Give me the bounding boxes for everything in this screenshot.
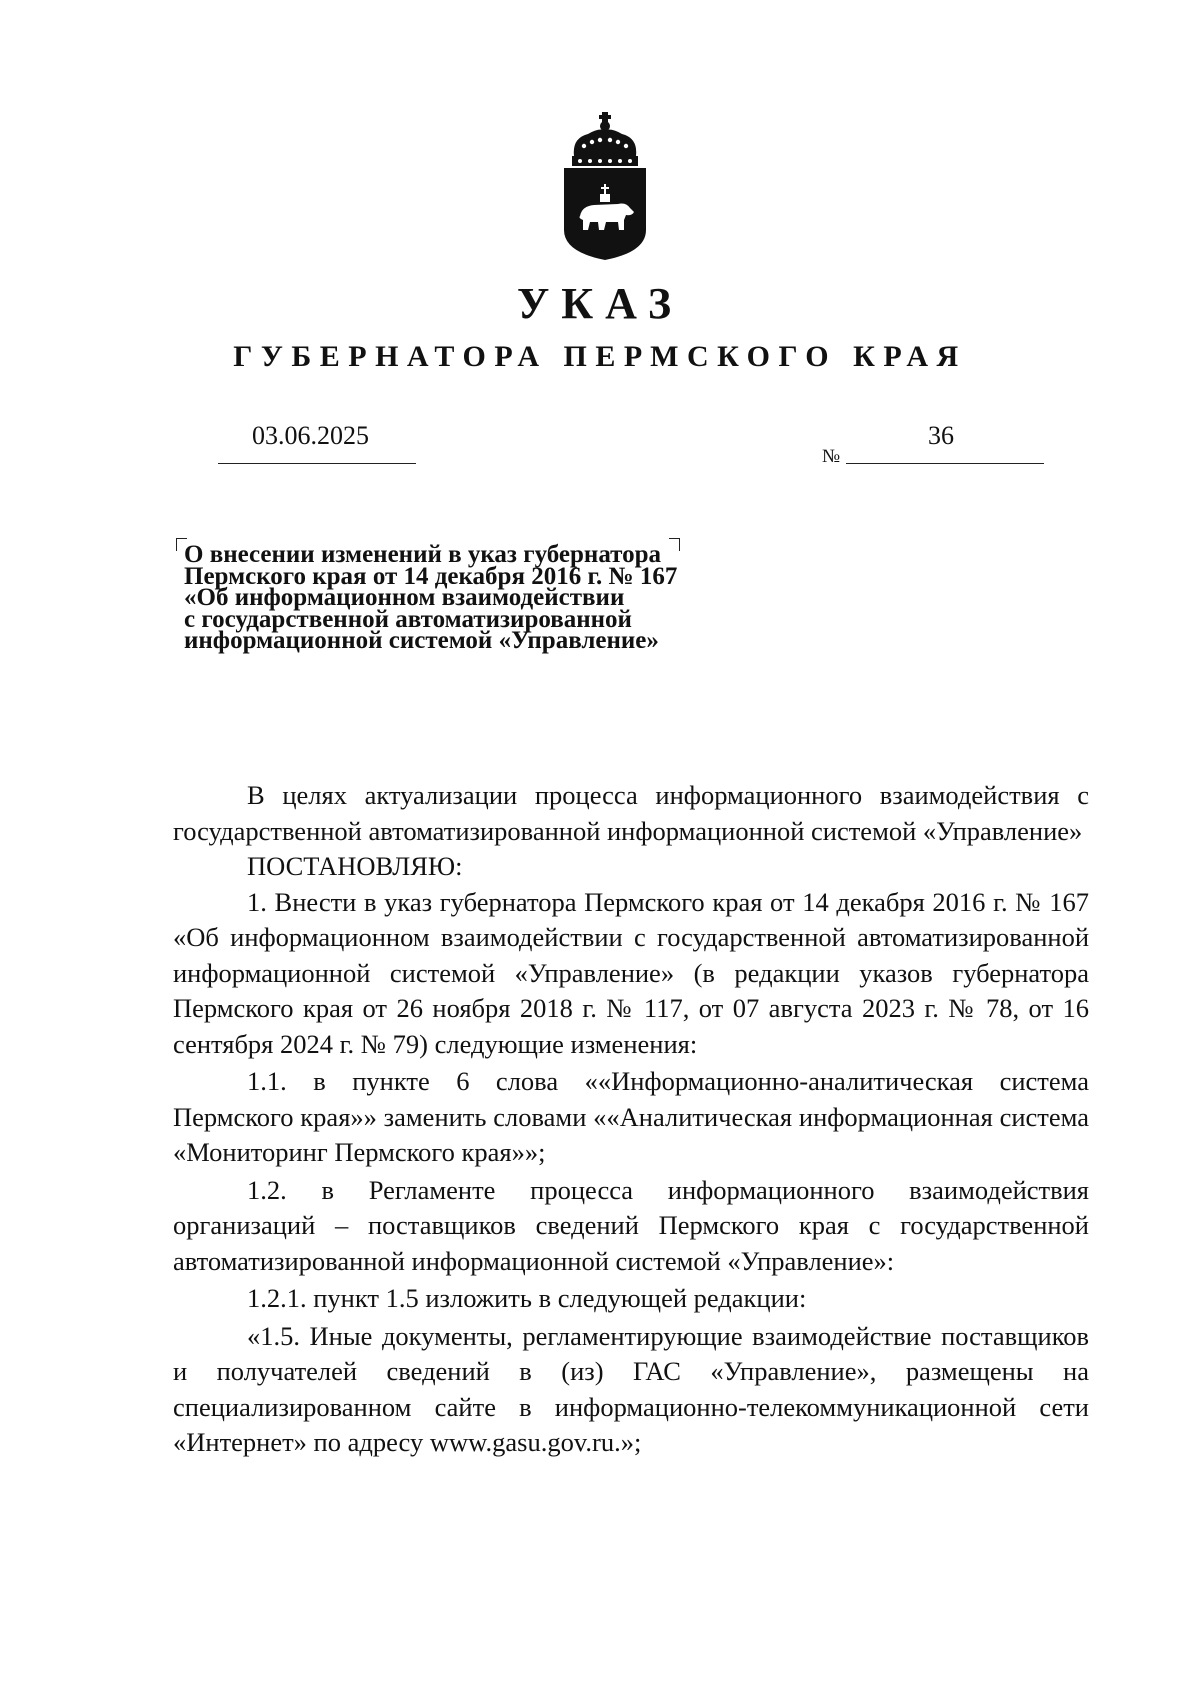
decree-number: 36 [928,421,954,450]
heading-line: информационной системой «Управление» [184,627,659,654]
clause-1-2-paragraph: 1.2. в Регламенте процесса информационного взаимодействия организаций – поставщиков сведений Пермского края с государственной автоматизированной информационной системой «Управление»: [173,1174,1089,1276]
heading-line: О внесении изменений в указ губернатора [184,541,662,568]
document-subtitle: ГУБЕРНАТОРА ПЕРМСКОГО КРАЯ [233,340,967,373]
heading-line: «Об информационном взаимодействии [184,584,625,611]
clause-1-1-paragraph: 1.1. в пункте 6 слова ««Информационно-аналитическая система Пермского края»» заменить словами ««Аналитическая информационная система «Мониторинг Пермского края»»; [173,1066,1089,1167]
decree-heading [184,541,804,654]
resolution-word: ПОСТАНОВЛЯЮ: [247,851,463,881]
heading-line: Пермского края от 14 декабря 2016 г. № 167 [184,562,678,590]
preamble-paragraph: В целях актуализации процесса информационного взаимодействия с государственной автоматизированной информационной системой «Управление» [173,780,1089,846]
number-sign: № [822,446,841,467]
perm-krai-coat-of-arms-icon [560,112,650,262]
date-underline [218,463,416,464]
clause-1-5-quote-paragraph: «1.5. Иные документы, регламентирующие взаимодействие поставщиков и получателей сведений в (из) ГАС «Управление», размещены на специализированном сайте в информационно-телекоммуникационной сети «Интернет» по адресу www.gasu.gov.ru.»; [173,1320,1089,1457]
clause-1-2-1-paragraph: 1.2.1. пункт 1.5 изложить в следующей редакции: [247,1283,807,1313]
number-underline [846,463,1044,464]
document-title: УКАЗ [516,279,684,328]
clause-1-paragraph: 1. Внести в указ губернатора Пермского края от 14 декабря 2016 г. № 167 «Об информационном взаимодействии с государственной автоматизированной информационной системой «Управление» (в редакции указов губернатора Пермского края от 26 ноября 2018 г. № 117, от 07 августа 2023 г. № 78, от 16 сентября 2024 г. № 79) следующие изменения: [173,886,1089,1059]
heading-line: с государственной автоматизированной [184,605,632,633]
decree-body [173,778,1089,1461]
decree-date: 03.06.2025 [252,421,369,450]
